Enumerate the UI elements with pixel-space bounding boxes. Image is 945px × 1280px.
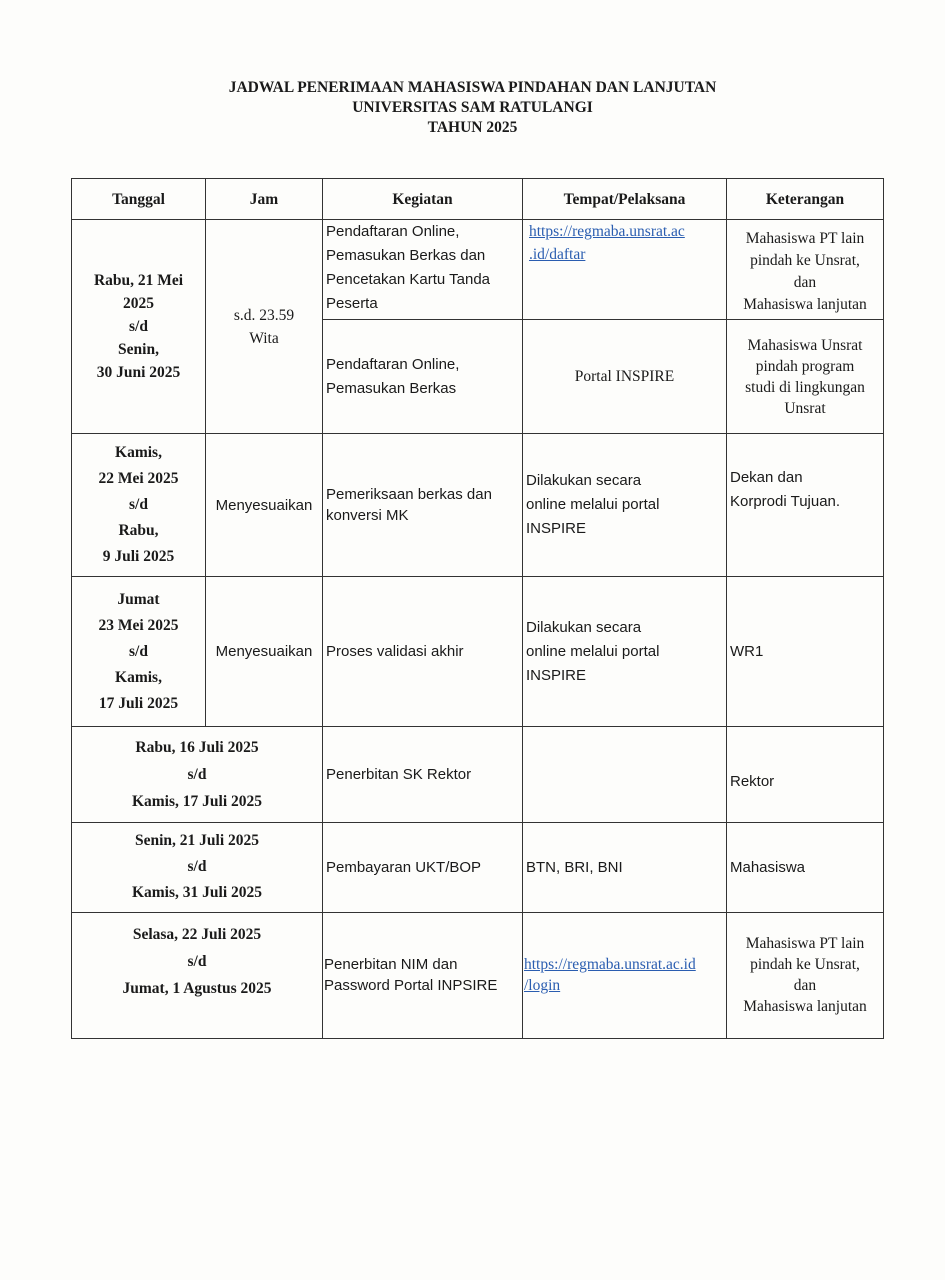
tempat-text: Portal INSPIRE [574,368,675,386]
keterangan-text: WR1 [730,643,764,661]
keterangan-text: Mahasiswa [730,858,806,876]
row5-tempat-cell [523,822,727,912]
row1b-kegiatan-cell [323,320,523,434]
kegiatan-text: Penerbitan SK Rektor [326,765,472,783]
row3-kegiatan-cell [323,577,523,726]
row6-date-cell [72,912,323,1038]
date-line: Kamis, 17 Juli 2025 [131,792,263,810]
date-line: Senin, [118,341,159,359]
kegiatan-text: Pembayaran UKT/BOP [326,858,482,876]
date-line: Jumat, 1 Agustus 2025 [122,979,272,997]
row5-kegiatan-cell [323,822,523,912]
date-line: Rabu, [118,522,159,540]
date-line: Kamis, [115,668,162,686]
keterangan-line: Korprodi Tujuan. [730,493,841,511]
jam-text: Menyesuaikan [215,496,313,514]
login-link[interactable] [524,954,723,996]
date-line: 2025 [123,295,154,313]
date-line: Rabu, 21 Mei [93,272,184,290]
row2-keterangan-cell [727,434,884,577]
keterangan-line: Mahasiswa lanjutan [743,296,867,314]
kegiatan-line: Pencetakan Kartu Tanda [326,271,491,289]
date-line: 23 Mei 2025 [98,616,179,634]
kegiatan-line: konversi MK [326,507,409,525]
keterangan-line: dan [793,274,817,292]
header-row [72,179,884,220]
row3-tempat-cell [523,577,727,726]
row3-date-cell [72,577,206,726]
title-line-1: JADWAL PENERIMAAN MAHASISWA PINDAHAN DAN LANJUTAN [228,79,717,96]
date-line: Senin, 21 Juli 2025 [134,832,260,850]
date-line: Kamis, [115,444,162,462]
date-line: Selasa, 22 Juli 2025 [132,925,262,943]
header-tanggal: Tanggal [72,179,206,220]
keterangan-line: pindah ke Unsrat, [750,252,860,270]
link-line: https://regmaba.unsrat.ac [529,223,685,241]
row4-kegiatan-cell [323,726,523,822]
keterangan-line: Mahasiswa lanjutan [743,998,867,1016]
row2-tempat-cell [523,434,727,577]
row6-keterangan-cell [727,912,884,1038]
kegiatan-text: Proses validasi akhir [326,643,464,661]
keterangan-line: Mahasiswa PT lain [745,230,865,248]
table-row [72,220,884,320]
row5-keterangan-cell [727,822,884,912]
date-line: Rabu, 16 Juli 2025 [135,738,259,756]
date-line: s/d [187,765,207,783]
date-line: s/d [187,858,207,876]
row6-tempat-cell [523,912,727,1038]
row1a-kegiatan-cell [323,220,523,320]
keterangan-line: Unsrat [784,399,826,417]
tempat-line: online melalui portal [526,496,660,514]
kegiatan-line: Pemasukan Berkas dan [326,247,486,265]
link-line: /login [524,977,561,995]
date-line: 9 Juli 2025 [102,548,175,566]
registration-link[interactable] [529,220,723,266]
date-line: s/d [129,496,148,514]
row2-date-cell [72,434,206,577]
date-line: s/d [129,318,148,336]
date-line: 22 Mei 2025 [98,470,179,488]
keterangan-line: Dekan dan [730,469,803,487]
kegiatan-line: Pendaftaran Online, [326,355,460,373]
header-keterangan: Keterangan [727,179,884,220]
header-tempat: Tempat/Pelaksana [523,179,727,220]
row3-keterangan-cell [727,577,884,726]
tempat-line: INSPIRE [526,666,587,684]
link-line: https://regmaba.unsrat.ac.id [524,956,696,974]
header-jam: Jam [206,179,323,220]
table-row [72,726,884,822]
kegiatan-line: Pemasukan Berkas [326,379,457,397]
link-line: .id/daftar [529,246,586,264]
row4-keterangan-cell [727,726,884,822]
schedule-table [71,178,884,1039]
row6-kegiatan-cell [323,912,523,1038]
row4-tempat-cell [523,726,727,822]
keterangan-text: Rektor [730,772,775,790]
row3-jam-cell [206,577,323,726]
keterangan-line: pindah program [755,357,855,375]
keterangan-line: Mahasiswa Unsrat [747,336,863,354]
kegiatan-line: Pendaftaran Online, [326,223,460,241]
row2-jam-cell [206,434,323,577]
table-row [72,434,884,577]
kegiatan-line: Pemeriksaan berkas dan [326,486,492,504]
date-line: 30 Juni 2025 [96,364,181,382]
jam-line: Wita [249,329,279,347]
title-line-2: UNIVERSITAS SAM RATULANGI [352,99,593,116]
keterangan-line: studi di lingkungan [745,378,865,396]
date-line: s/d [129,642,148,660]
row5-date-cell [72,822,323,912]
tempat-text: BTN, BRI, BNI [526,858,623,876]
date-line: Kamis, 31 Juli 2025 [131,884,263,902]
date-line: 17 Juli 2025 [98,694,179,712]
tempat-line: online melalui portal [526,642,660,660]
row4-date-cell [72,726,323,822]
table-row [72,577,884,726]
table-row [72,822,884,912]
row1-date-cell [72,220,206,434]
jam-text: Menyesuaikan [215,643,313,661]
kegiatan-line: Penerbitan NIM dan [324,956,458,974]
keterangan-line: pindah ke Unsrat, [750,956,860,974]
kegiatan-line: Password Portal INPSIRE [324,977,498,995]
header-kegiatan: Kegiatan [323,179,523,220]
row1a-keterangan-cell [727,220,884,320]
row2-kegiatan-cell [323,434,523,577]
row1b-keterangan-cell [727,320,884,434]
row1b-tempat-cell [523,320,727,434]
kegiatan-line: Peserta [326,295,378,313]
title-line-3: TAHUN 2025 [427,119,518,136]
tempat-line: Dilakukan secara [526,472,642,490]
document-title [0,78,945,138]
row1a-tempat-cell [523,220,727,320]
date-line: Jumat [117,590,160,608]
keterangan-line: Mahasiswa PT lain [745,935,865,953]
jam-line: s.d. 23.59 [233,306,295,324]
date-line: s/d [187,952,207,970]
keterangan-line: dan [793,977,817,995]
table-row [72,912,884,1038]
row1-jam-cell [206,220,323,434]
tempat-line: Dilakukan secara [526,618,642,636]
tempat-line: INSPIRE [526,520,587,538]
